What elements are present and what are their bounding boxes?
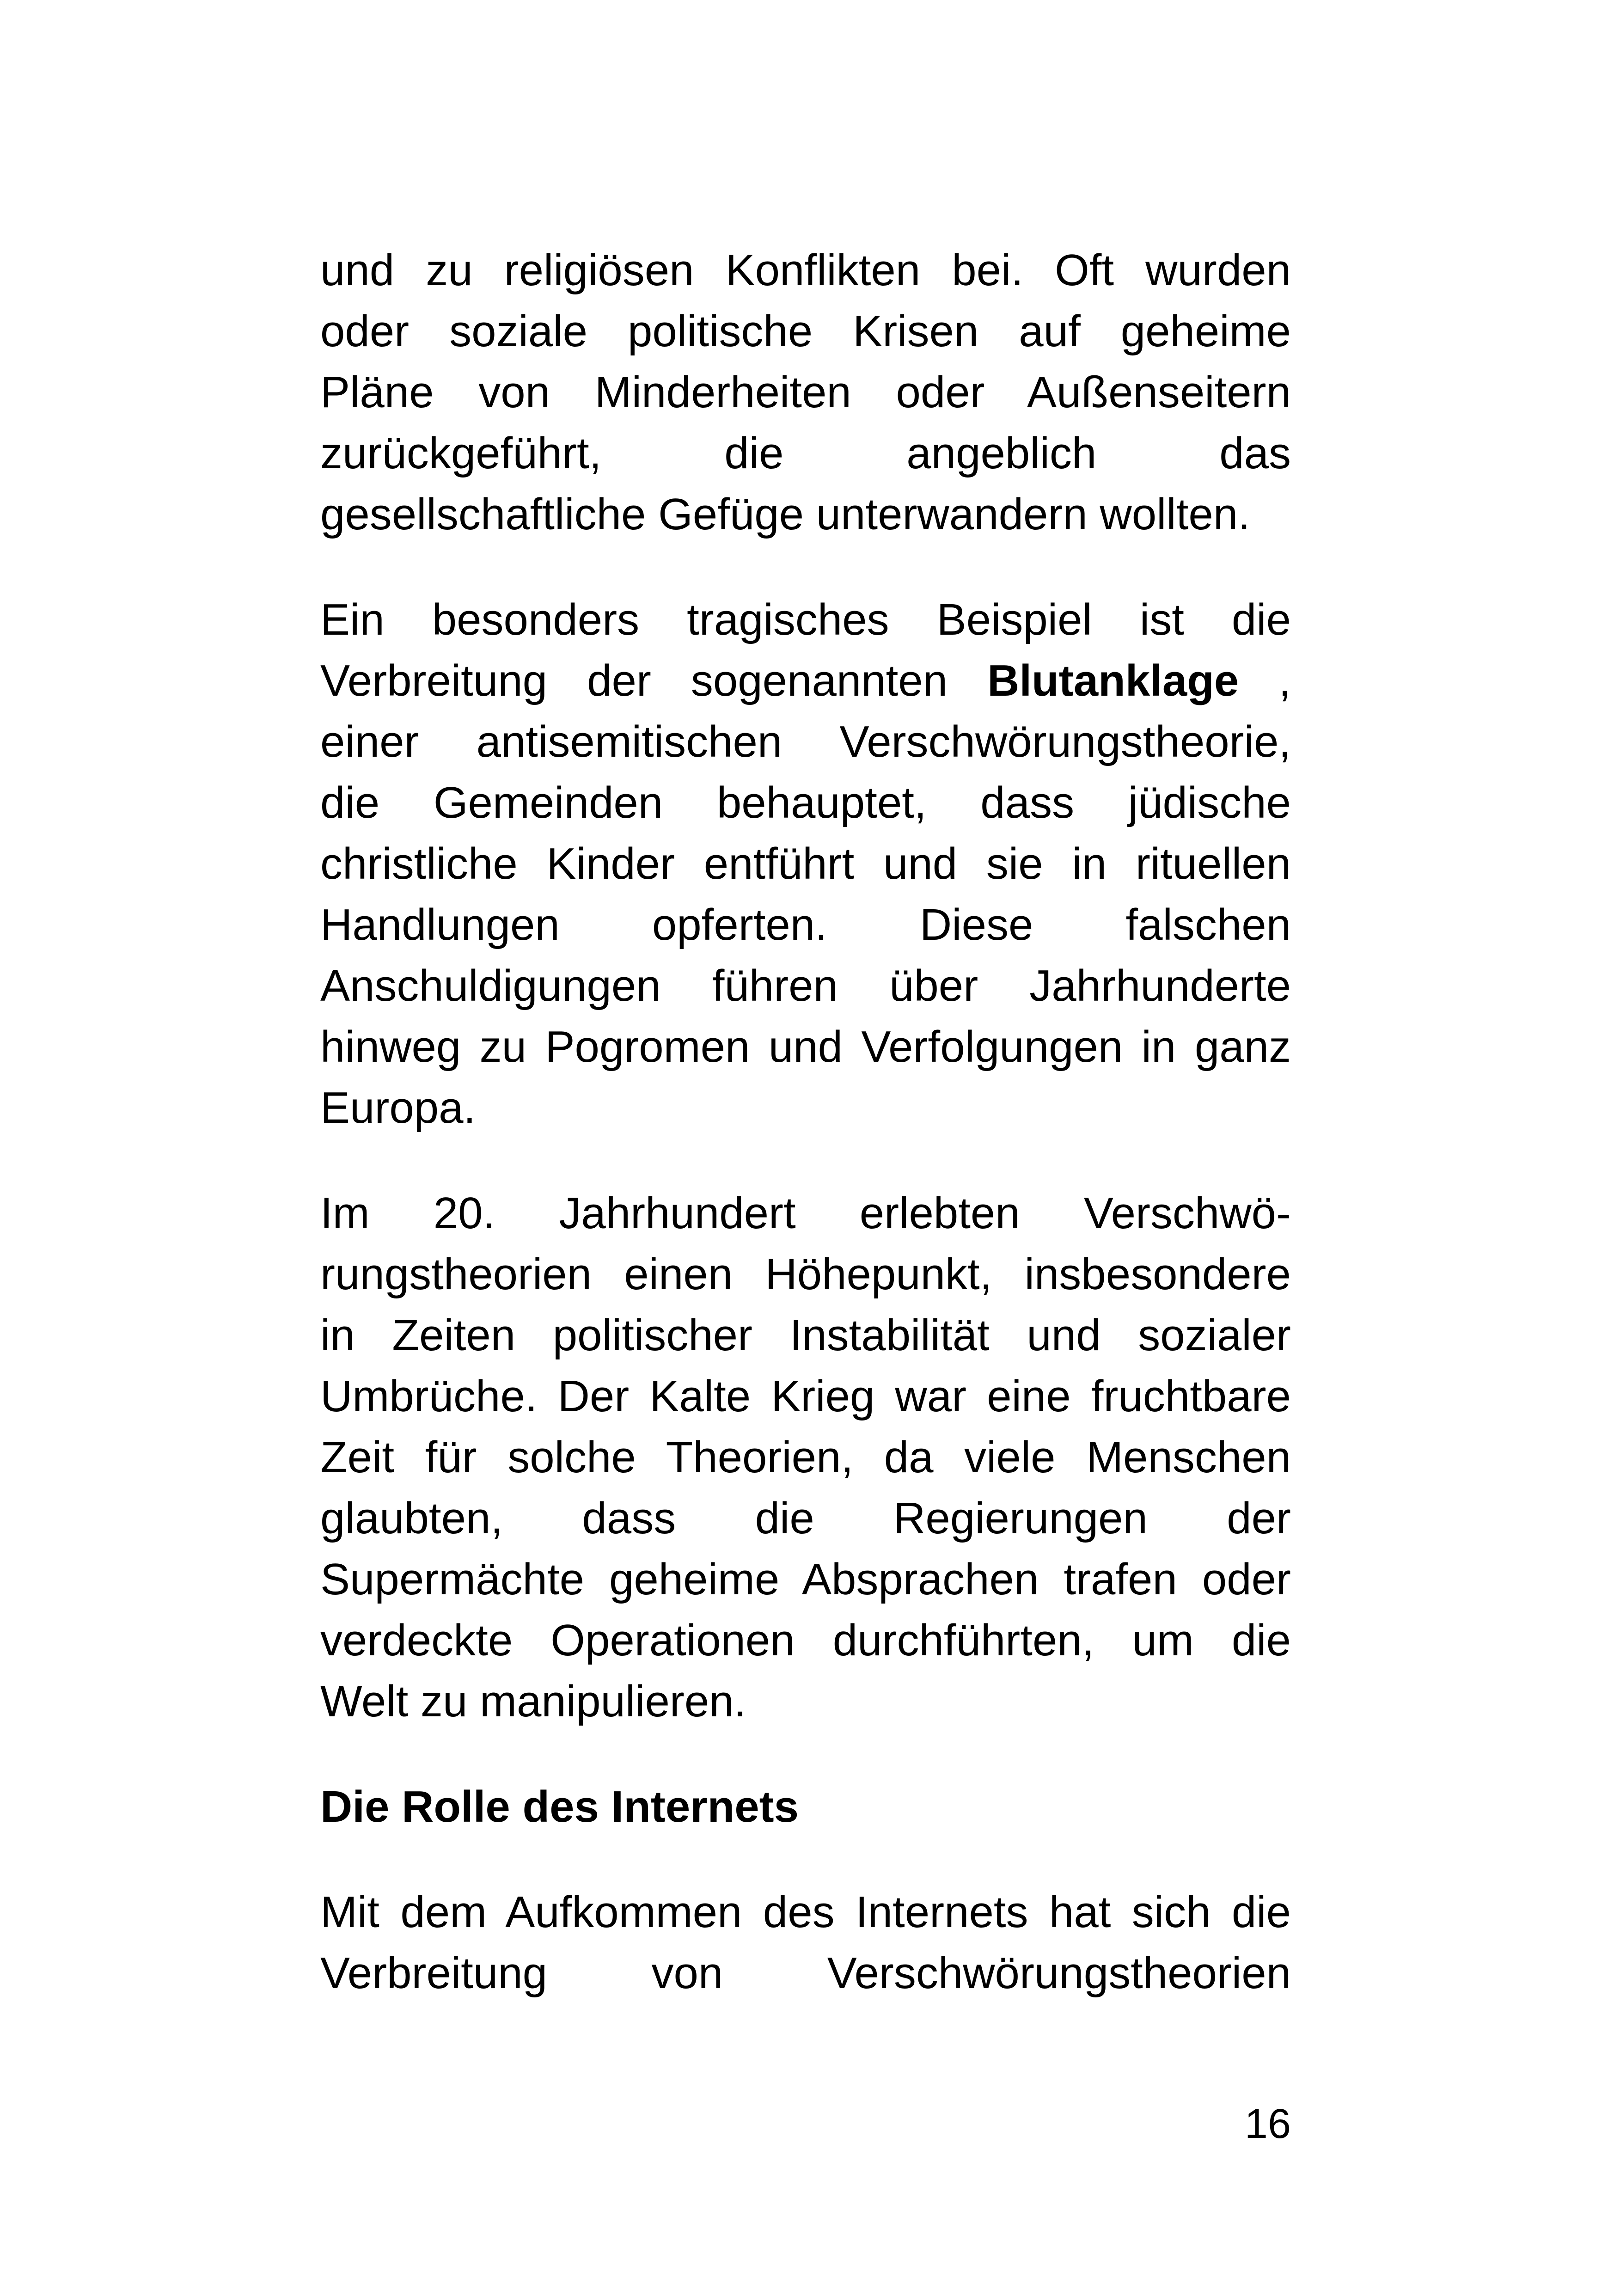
- text-line: Europa.: [320, 1083, 476, 1133]
- text-fragment: Verbreitung der sogenannten: [320, 656, 988, 705]
- text-line: Verbreitung von Verschwörungstheorien: [320, 1948, 1291, 1998]
- text-fragment: ,: [1239, 656, 1291, 705]
- text-line: Im 20. Jahrhundert erlebten Verschwö-: [320, 1188, 1291, 1238]
- text-line-with-term: [320, 650, 1291, 711]
- text-line: Umbrüche. Der Kalte Krieg war eine fruchtbare: [320, 1371, 1291, 1421]
- text-line: in Zeiten politischer Instabilität und sozialer: [320, 1310, 1291, 1360]
- paragraph-3: [320, 1183, 1291, 1732]
- body-text: [320, 240, 1291, 2004]
- page-number: 16: [1244, 2101, 1291, 2147]
- paragraph-1: [320, 240, 1291, 545]
- text-line: Pläne von Minderheiten oder Außenseitern: [320, 367, 1291, 417]
- text-line: christliche Kinder entführt und sie in rituellen: [320, 839, 1291, 888]
- text-line: hinweg zu Pogromen und Verfolgungen in ganz: [320, 1022, 1291, 1071]
- section-heading: Die Rolle des Internets: [320, 1782, 799, 1831]
- text-line: Welt zu manipulieren.: [320, 1677, 746, 1726]
- text-line: Anschuldigungen führen über Jahrhunderte: [320, 961, 1291, 1010]
- text-line: Handlungen opferten. Diese falschen: [320, 900, 1291, 949]
- text-line: verdeckte Operationen durchführten, um die: [320, 1616, 1291, 1665]
- text-line: und zu religiösen Konflikten bei. Oft wurden: [320, 245, 1291, 295]
- paragraph-4: [320, 1882, 1291, 2004]
- emphasized-term: Blutanklage: [987, 656, 1239, 705]
- text-line: Supermächte geheime Absprachen trafen oder: [320, 1555, 1291, 1604]
- text-line: einer antisemitischen Verschwörungstheorie,: [320, 717, 1291, 766]
- text-line: Mit dem Aufkommen des Internets hat sich die: [320, 1887, 1291, 1937]
- text-line: Ein besonders tragisches Beispiel ist die: [320, 595, 1291, 644]
- text-line: oder soziale politische Krisen auf geheime: [320, 306, 1291, 356]
- text-line: zurückgeführt, die angeblich das: [320, 429, 1291, 478]
- text-line: rungstheorien einen Höhepunkt, insbesondere: [320, 1249, 1291, 1299]
- paragraph-2: [320, 589, 1291, 1139]
- text-line: glaubten, dass die Regierungen der: [320, 1494, 1291, 1543]
- text-line: die Gemeinden behauptet, dass jüdische: [320, 778, 1291, 827]
- text-line: gesellschaftliche Gefüge unterwandern wollten.: [320, 490, 1250, 539]
- text-line: Zeit für solche Theorien, da viele Menschen: [320, 1433, 1291, 1482]
